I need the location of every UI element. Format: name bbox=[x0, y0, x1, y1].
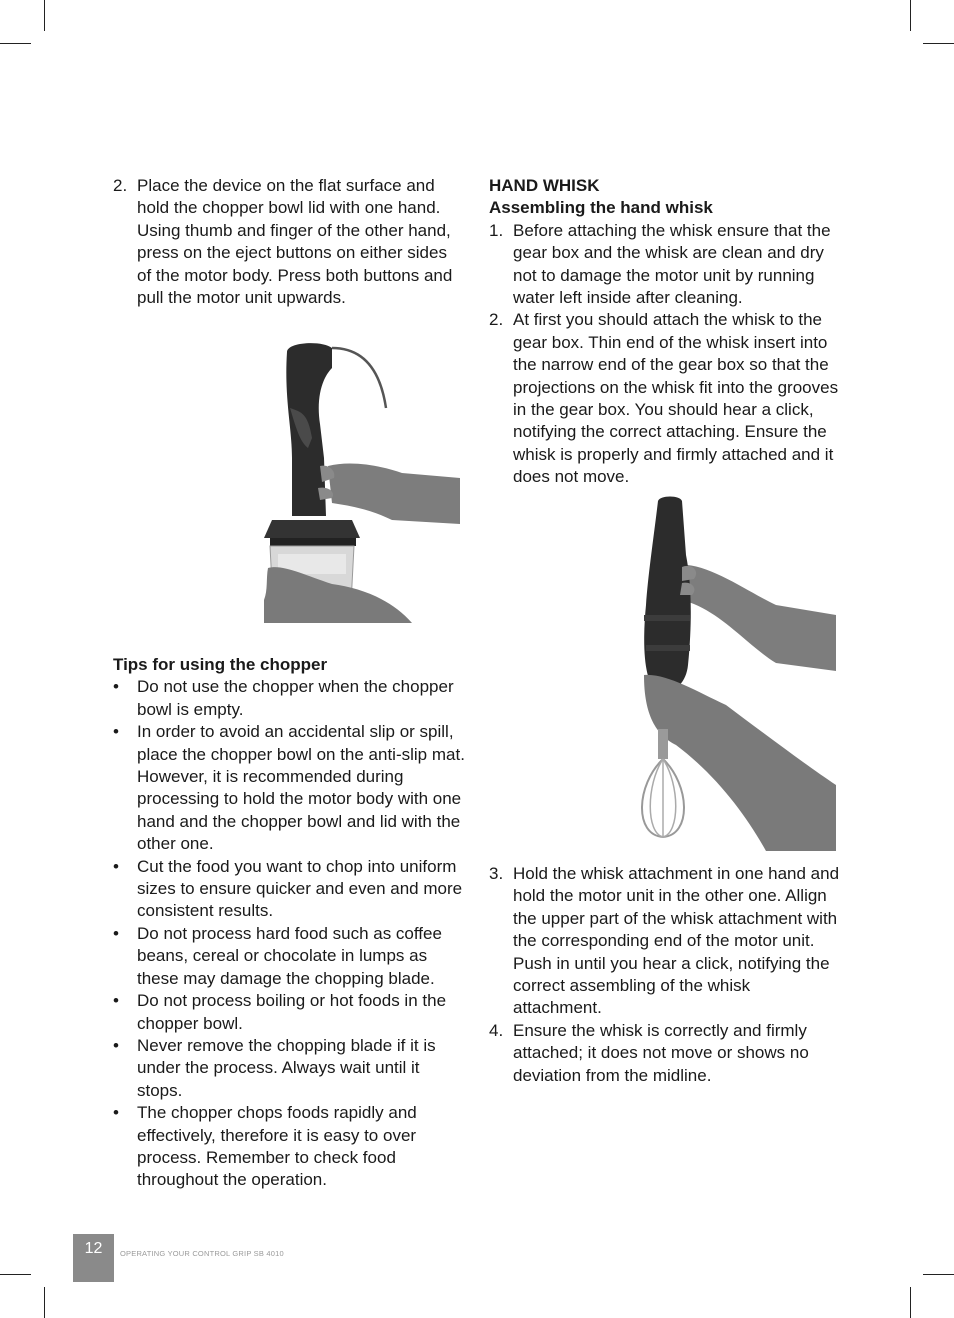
crop-mark bbox=[923, 1274, 954, 1275]
crop-mark bbox=[923, 43, 954, 44]
bullet: • bbox=[113, 856, 119, 876]
crop-mark bbox=[44, 1287, 45, 1318]
bullet: • bbox=[113, 991, 119, 1011]
step-text: At first you should attach the whisk to the gear box. Thin end of the whisk insert into the narrow end of the gear box so that the projections on the whisk fit into the grooves in the gear box. You should hear a click, notifying the correct attaching. Ensure the whisk is properly and firmly attached and it does not move. bbox=[513, 310, 839, 487]
page-number: 12 bbox=[84, 1240, 103, 1257]
list-item bbox=[113, 1102, 465, 1192]
tip-text: The chopper chops foods rapidly and effectively, therefore it is easy to over process. Remember to check food throughout the operation. bbox=[137, 1103, 417, 1190]
step-2-chopper bbox=[113, 175, 465, 309]
list-item bbox=[489, 220, 841, 310]
crop-mark bbox=[0, 43, 31, 44]
running-footer: OPERATING YOUR CONTROL GRIP SB 4010 bbox=[120, 1249, 284, 1258]
whisk-photo bbox=[636, 495, 836, 851]
step-text: Before attaching the whisk ensure that the gear box and the whisk are clean and dry not to damage the motor unit by running water left inside after cleaning. bbox=[513, 220, 831, 308]
step-number: 2. bbox=[489, 310, 504, 330]
list-item bbox=[489, 309, 841, 488]
section-heading: HAND WHISK bbox=[489, 176, 600, 195]
crop-mark bbox=[910, 0, 911, 31]
left-column bbox=[113, 175, 465, 309]
whisk-steps-a bbox=[489, 220, 841, 489]
list-item bbox=[113, 990, 465, 1035]
step-number: 1. bbox=[489, 220, 504, 240]
tip-text: Do not process hard food such as coffee beans, cereal or chocolate in lumps as these may damage the chopping blade. bbox=[137, 923, 442, 988]
page-number-box bbox=[73, 1234, 114, 1282]
bullet: • bbox=[113, 1103, 119, 1123]
bullet: • bbox=[113, 1035, 119, 1055]
step-number: 4. bbox=[489, 1020, 504, 1040]
whisk-steps-b-column bbox=[489, 863, 841, 1087]
bullet: • bbox=[113, 722, 119, 742]
step-text: Hold the whisk attachment in one hand and hold the motor unit in the other one. Allign the upper part of the whisk attachment with the corresponding end of the motor unit. Push in until you hear a click, notifying the correct assembling of the whisk attachment. bbox=[513, 864, 840, 1018]
list-item bbox=[113, 856, 465, 923]
crop-mark bbox=[910, 1287, 911, 1318]
chopper-photo bbox=[262, 338, 462, 623]
crop-mark bbox=[44, 0, 45, 31]
tip-text: Do not use the chopper when the chopper bowl is empty. bbox=[137, 677, 454, 719]
list-item bbox=[113, 721, 465, 855]
tip-text: In order to avoid an accidental slip or spill, place the chopper bowl on the anti-slip mat. However, it is recommended during processing to hold the motor body with one hand and the chopper bowl and lid with the other one. bbox=[137, 722, 465, 854]
right-column bbox=[489, 175, 841, 489]
tip-text: Never remove the chopping blade if it is under the process. Always wait until it stops. bbox=[137, 1035, 436, 1100]
step-number: 3. bbox=[489, 864, 504, 883]
list-item bbox=[489, 1020, 841, 1087]
crop-mark bbox=[0, 1274, 31, 1275]
tip-text: Cut the food you want to chop into uniform sizes to ensure quicker and even and more consistent results. bbox=[137, 856, 463, 921]
list-item bbox=[113, 676, 465, 721]
list-item bbox=[113, 923, 465, 990]
bullet: • bbox=[113, 677, 119, 697]
tip-text: Do not process boiling or hot foods in the chopper bowl. bbox=[137, 991, 447, 1033]
section-subheading: Assembling the hand whisk bbox=[489, 198, 713, 218]
chopper-tips bbox=[113, 654, 465, 1192]
tips-list bbox=[113, 676, 465, 1191]
bullet: • bbox=[113, 923, 119, 943]
list-item bbox=[113, 1035, 465, 1102]
whisk-steps-b bbox=[489, 863, 841, 1087]
list-item bbox=[489, 863, 841, 1020]
step-text: Place the device on the flat surface and hold the chopper bowl lid with one hand. Using thumb and finger of the other hand, press on the eject buttons on either sides of the motor body. Press both buttons and pull the motor unit upwards. bbox=[137, 176, 453, 308]
step-text: Ensure the whisk is correctly and firmly attached; it does not move or shows no deviation from the midline. bbox=[513, 1020, 809, 1085]
step-number: 2. bbox=[113, 176, 128, 195]
tips-title: Tips for using the chopper bbox=[113, 655, 328, 674]
